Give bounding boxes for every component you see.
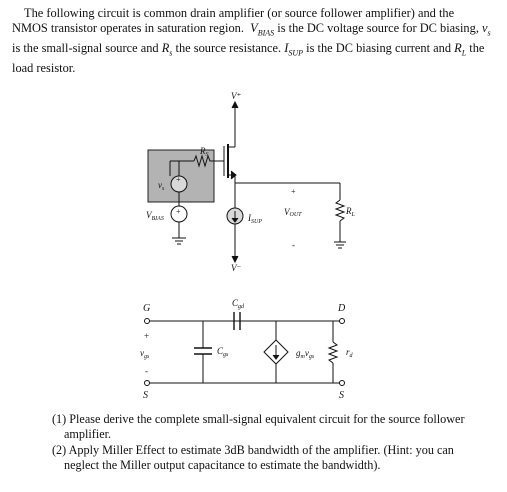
- intro-text-1: The following circuit is common drain amplifier (or source follower amplifier) and the NMOS transistor operates in saturation region.: [12, 6, 455, 36]
- vbias-symbol: $V_{BIAS}$: [250, 21, 275, 38]
- question-2: (2) Apply Miller Effect to estimate 3dB bandwidth of the amplifier. (Hint: you can neglect the Miller output capacitance to estimate the bandwidth).: [52, 443, 454, 472]
- rl-label: $R_L$: [346, 206, 355, 218]
- circuit-figure: [0, 80, 507, 410]
- intro-text-3: is the small-signal source and: [12, 40, 159, 55]
- gate-label: G: [143, 303, 151, 314]
- cgs-label: $C_{gs}$: [217, 346, 229, 358]
- gm-label: $g_mv_{gs}$: [296, 348, 315, 360]
- problem-intro: [12, 6, 492, 76]
- intro-text-6: the load resistor.: [12, 40, 485, 75]
- vbias-plus: +: [176, 207, 181, 216]
- vminus-label: V⁻: [231, 263, 242, 273]
- source-right-label: S: [339, 390, 344, 401]
- vgs-plus: +: [144, 331, 150, 341]
- question-list: [52, 412, 497, 474]
- intro-text-5: is the DC biasing current and: [306, 40, 452, 55]
- vs-symbol: $v_s$: [482, 21, 491, 38]
- question-1: (1) Please derive the complete small-signal equivalent circuit for the source follower amplifier.: [52, 412, 465, 441]
- vout-minus: -: [292, 240, 295, 250]
- vs-label: $v_s$: [158, 180, 165, 192]
- vgs-label: $v_{gs}$: [140, 348, 150, 360]
- isup-label: $I_{SUP}$: [248, 213, 262, 225]
- vs-plus: +: [176, 175, 181, 184]
- vgs-minus: -: [145, 366, 148, 376]
- drain-label: D: [338, 303, 346, 314]
- vout-plus: +: [291, 187, 296, 196]
- rl-symbol: $R_L$: [454, 40, 467, 58]
- vplus-label: V⁺: [231, 91, 242, 101]
- cgd-label: $C_{gd}$: [232, 298, 245, 310]
- rd-label: $r_d$: [346, 347, 353, 359]
- rs-symbol: $R_s$: [161, 40, 173, 58]
- intro-text-4: the source resistance.: [175, 40, 282, 55]
- vout-label: VOUT: [284, 207, 302, 218]
- intro-text-2: is the DC voltage source for DC biasing,: [277, 21, 479, 36]
- isup-symbol: $I_{SUP}$: [284, 40, 304, 58]
- rs-label: $R_S$: [200, 146, 209, 158]
- vbias-label: $V_{BIAS}$: [146, 210, 164, 222]
- source-left-label: S: [143, 390, 148, 401]
